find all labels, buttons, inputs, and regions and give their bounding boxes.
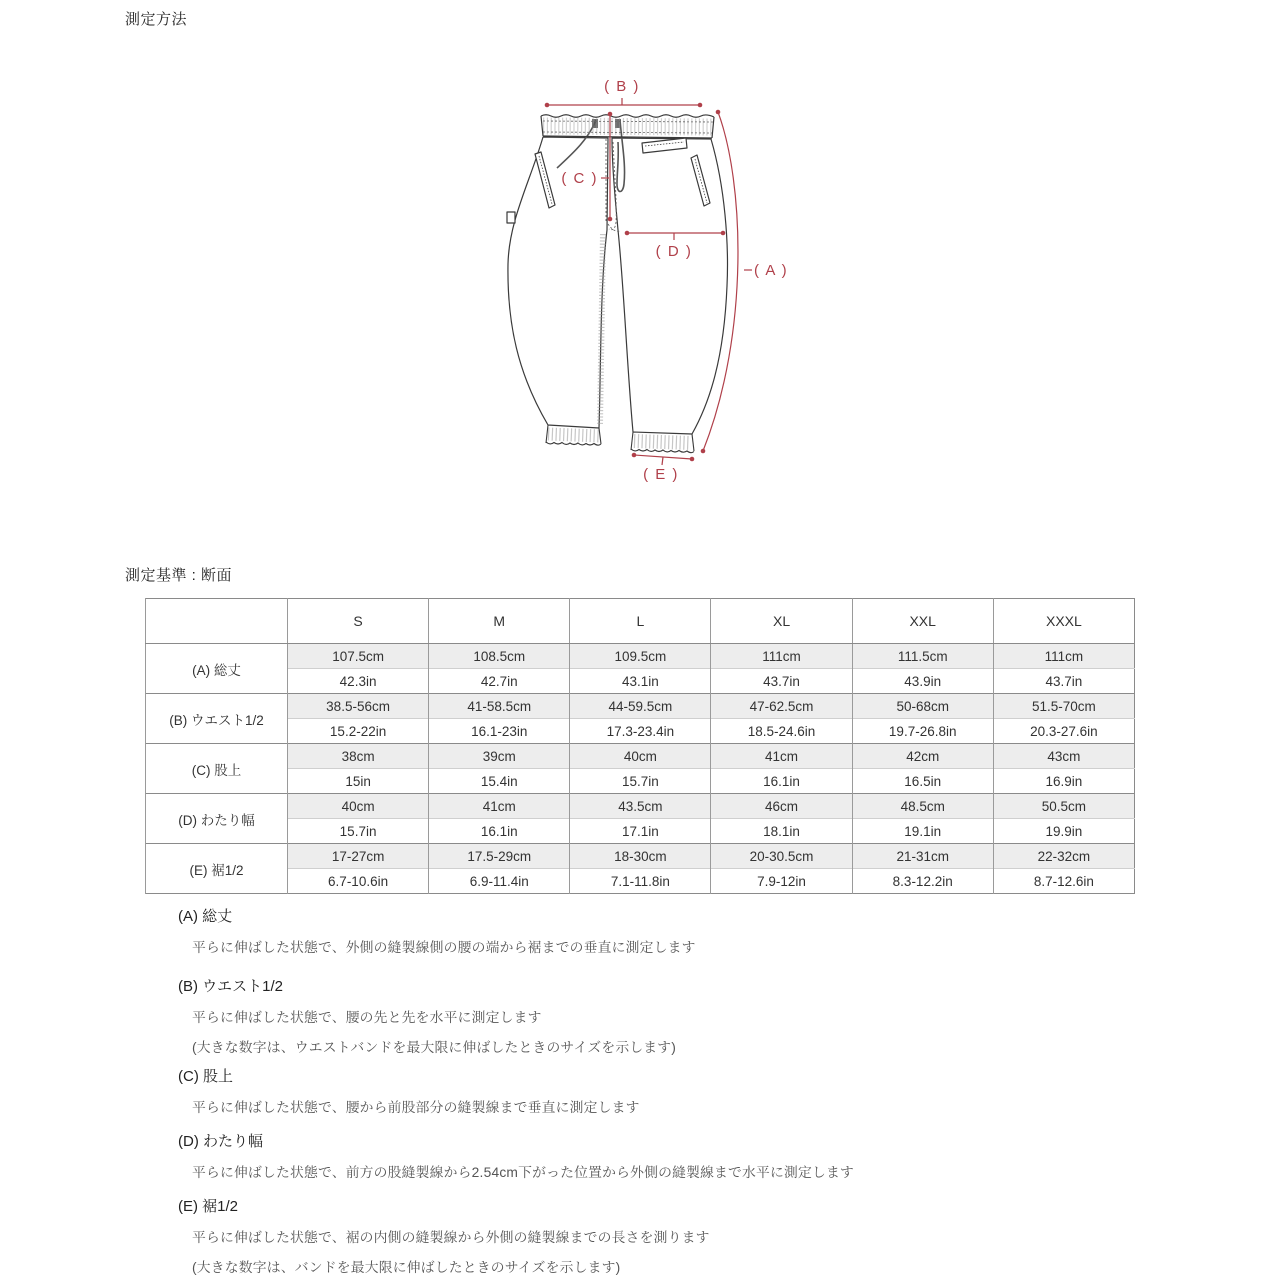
row-label-a: (A) 総丈: [146, 644, 288, 694]
size-cell: 39cm: [429, 744, 570, 769]
note-heading: (A) 総丈: [178, 908, 233, 925]
size-col-header-xl: XL: [711, 599, 852, 644]
note-block-d: [178, 1130, 1078, 1181]
note-heading: (C) 股上: [178, 1068, 233, 1085]
size-col-header-s: S: [288, 599, 429, 644]
measure-label-e: ( E ): [643, 466, 679, 483]
size-cell: 46cm: [711, 794, 852, 819]
size-cell: 108.5cm: [429, 644, 570, 669]
size-col-header-xxl: XXL: [852, 599, 993, 644]
table-row: [146, 844, 1135, 869]
note-line: 平らに伸ばした状態で、裾の内側の縫製線から外側の縫製線までの長さを測ります: [192, 1230, 710, 1245]
pants-right-leg: [612, 138, 727, 434]
note-heading: (E) 裾1/2: [178, 1198, 239, 1215]
size-cell: 40cm: [288, 794, 429, 819]
size-cell: 18.1in: [711, 819, 852, 844]
table-row: [146, 644, 1135, 669]
note-line: (大きな数字は、バンドを最大限に伸ばしたときのサイズを示します): [192, 1260, 621, 1275]
size-cell: 15in: [288, 769, 429, 794]
size-cell: 42cm: [852, 744, 993, 769]
note-line: (大きな数字は、ウエストバンドを最大限に伸ばしたときのサイズを示します): [192, 1040, 677, 1055]
measure-label-c: ( C ): [561, 170, 598, 187]
section-title: 測定基準 : 断面: [125, 567, 233, 584]
size-cell: 19.1in: [852, 819, 993, 844]
table-row: [146, 769, 1135, 794]
size-cell: 7.9-12in: [711, 869, 852, 894]
note-line: 平らに伸ばした状態で、前方の股縫製線から2.54cm下がった位置から外側の縫製線まで水平に測定します: [192, 1165, 855, 1180]
size-cell: 109.5cm: [570, 644, 711, 669]
size-cell: 50-68cm: [852, 694, 993, 719]
measure-line-b: [545, 98, 703, 107]
size-cell: 43.9in: [852, 669, 993, 694]
table-row: [146, 694, 1135, 719]
page-title: 測定方法: [125, 11, 188, 28]
size-cell: 17.3-23.4in: [570, 719, 711, 744]
size-cell: 6.9-11.4in: [429, 869, 570, 894]
size-cell: 18-30cm: [570, 844, 711, 869]
note-heading: (B) ウエスト1/2: [178, 978, 284, 995]
size-cell: 16.1in: [429, 819, 570, 844]
size-cell: 15.7in: [288, 819, 429, 844]
size-cell: 50.5cm: [993, 794, 1134, 819]
size-cell: 38.5-56cm: [288, 694, 429, 719]
size-cell: 47-62.5cm: [711, 694, 852, 719]
size-cell: 48.5cm: [852, 794, 993, 819]
size-cell: 15.7in: [570, 769, 711, 794]
size-cell: 19.9in: [993, 819, 1134, 844]
row-label-b: (B) ウエスト1/2: [146, 694, 288, 744]
size-cell: 43.5cm: [570, 794, 711, 819]
row-label-d: (D) わたり幅: [146, 794, 288, 844]
size-cell: 8.3-12.2in: [852, 869, 993, 894]
size-cell: 111cm: [993, 644, 1134, 669]
note-line: 平らに伸ばした状態で、外側の縫製線側の腰の端から裾までの垂直に測定します: [192, 940, 696, 955]
size-cell: 43.1in: [570, 669, 711, 694]
size-cell: 17-27cm: [288, 844, 429, 869]
size-cell: 20-30.5cm: [711, 844, 852, 869]
size-cell: 111cm: [711, 644, 852, 669]
size-cell: 51.5-70cm: [993, 694, 1134, 719]
note-block-b: [178, 975, 1078, 1056]
pants-measurement-diagram: [480, 72, 820, 490]
note-line: 平らに伸ばした状態で、腰の先と先を水平に測定します: [192, 1010, 542, 1025]
size-cell: 43cm: [993, 744, 1134, 769]
size-cell: 43.7in: [993, 669, 1134, 694]
size-cell: 42.3in: [288, 669, 429, 694]
size-table: [145, 598, 1135, 894]
table-row: [146, 794, 1135, 819]
size-cell: 41-58.5cm: [429, 694, 570, 719]
table-row: [146, 669, 1135, 694]
size-cell: 43.7in: [711, 669, 852, 694]
row-label-e: (E) 裾1/2: [146, 844, 288, 894]
note-block-a: [178, 905, 1078, 956]
size-cell: 40cm: [570, 744, 711, 769]
size-cell: 17.1in: [570, 819, 711, 844]
size-cell: 17.5-29cm: [429, 844, 570, 869]
size-col-header-xxxl: XXXL: [993, 599, 1134, 644]
size-cell: 111.5cm: [852, 644, 993, 669]
measure-label-d: ( D ): [655, 243, 693, 260]
measure-line-e: [632, 453, 695, 465]
row-label-c: (C) 股上: [146, 744, 288, 794]
size-cell: 41cm: [429, 794, 570, 819]
size-table-header-row: [146, 599, 1135, 644]
note-line: 平らに伸ばした状態で、腰から前股部分の縫製線まで垂直に測定します: [192, 1100, 640, 1115]
measure-label-a: ( A ): [754, 262, 789, 279]
table-row: [146, 744, 1135, 769]
size-cell: 107.5cm: [288, 644, 429, 669]
size-cell: 44-59.5cm: [570, 694, 711, 719]
table-row: [146, 869, 1135, 894]
size-col-header-m: M: [429, 599, 570, 644]
size-cell: 41cm: [711, 744, 852, 769]
size-cell: 16.1in: [711, 769, 852, 794]
size-cell: 20.3-27.6in: [993, 719, 1134, 744]
size-cell: 7.1-11.8in: [570, 869, 711, 894]
size-cell: 16.5in: [852, 769, 993, 794]
size-cell: 19.7-26.8in: [852, 719, 993, 744]
size-cell: 15.2-22in: [288, 719, 429, 744]
side-tab: [507, 212, 515, 223]
size-cell: 38cm: [288, 744, 429, 769]
size-col-header-l: L: [570, 599, 711, 644]
size-cell: 16.1-23in: [429, 719, 570, 744]
corner-cell: [146, 599, 288, 644]
measure-label-b: ( B ): [604, 78, 640, 95]
size-cell: 22-32cm: [993, 844, 1134, 869]
note-block-e: [178, 1195, 1078, 1276]
table-row: [146, 719, 1135, 744]
note-heading: (D) わたり幅: [178, 1133, 263, 1150]
size-cell: 8.7-12.6in: [993, 869, 1134, 894]
note-block-c: [178, 1065, 1078, 1116]
waistband: [541, 115, 714, 138]
size-cell: 15.4in: [429, 769, 570, 794]
size-cell: 21-31cm: [852, 844, 993, 869]
size-cell: 16.9in: [993, 769, 1134, 794]
size-cell: 18.5-24.6in: [711, 719, 852, 744]
size-cell: 42.7in: [429, 669, 570, 694]
table-row: [146, 819, 1135, 844]
pants-diagram-svg: [480, 72, 820, 490]
size-cell: 6.7-10.6in: [288, 869, 429, 894]
